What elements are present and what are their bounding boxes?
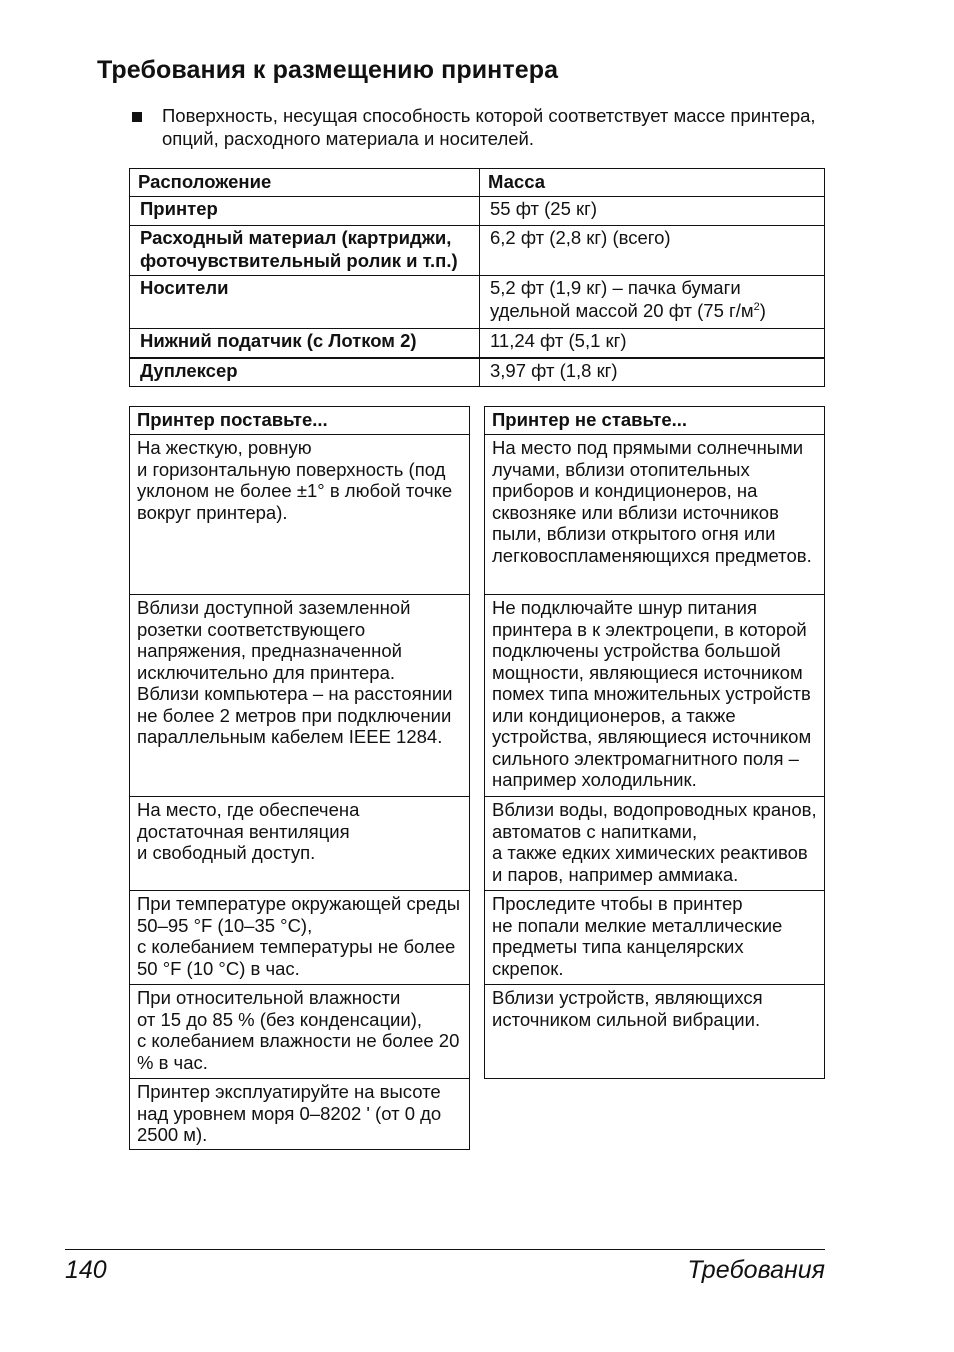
table-row <box>130 226 825 276</box>
mass-table-header <box>130 169 825 197</box>
table-row <box>130 197 825 226</box>
footer-divider <box>65 1249 825 1250</box>
footer-section-title: Требования <box>687 1256 825 1284</box>
place-header: Принтер поставьте... <box>130 407 470 435</box>
mass-text-end: ) <box>759 300 766 321</box>
place-cell: При относительной влажности от 15 до 85 % (без конденсации), с колебанием влажности не более 20 % в час. <box>130 985 470 1079</box>
avoid-cell: Не подключайте шнур питания принтера в к электроцепи, в которой подключены устройства большой мощности, являющиеся источником помех типа множительных устройств или кондиционеров, а также устройства, являющиеся источником сильного электромагнитного поля – например холодильник. <box>485 595 825 797</box>
place-printer-table <box>129 406 470 1150</box>
avoid-header: Принтер не ставьте... <box>485 407 825 435</box>
mass-cell: 11,24 фт (5,1 кг) <box>480 329 825 359</box>
page-number: 140 <box>65 1256 107 1284</box>
mass-cell: 55 фт (25 кг) <box>480 197 825 226</box>
place-cell: На место, где обеспечена достаточная вентиляция и свободный доступ. <box>130 797 470 891</box>
bullet-text: Поверхность, несущая способность которой соответствует массе принтера, опций, расходного материала и носителей. <box>162 105 816 149</box>
header-mass: Масса <box>480 169 825 197</box>
mass-text: 5,2 фт (1,9 кг) – пачка бумаги удельной массой 20 фт (75 г/м <box>490 277 754 321</box>
header-location: Расположение <box>130 169 480 197</box>
mass-cell: 3,97 фт (1,8 кг) <box>480 358 825 387</box>
location-cell: Расходный материал (картриджи, фоточувствительный ролик и т.п.) <box>130 226 480 276</box>
avoid-cell: Проследите чтобы в принтер не попали мелкие металлические предметы типа канцелярских скрепок. <box>485 891 825 985</box>
location-cell: Нижний податчик (с Лотком 2) <box>130 329 480 359</box>
unit-superscript: 2 <box>753 300 760 313</box>
avoid-cell: Вблизи устройств, являющихся источником сильной вибрации. <box>485 985 825 1079</box>
place-cell: Вблизи доступной заземленной розетки соответствующего напряжения, предназначенной исключительно для принтера. Вблизи компьютера – на расстоянии не более 2 метров при подключении параллельным кабелем IEEE 1284. <box>130 595 470 797</box>
avoid-cell: Вблизи воды, водопроводных кранов, автоматов с напитками, а также едких химических реактивов и паров, например аммиака. <box>485 797 825 891</box>
square-bullet-icon <box>132 112 142 122</box>
location-cell: Принтер <box>130 197 480 226</box>
place-cell: Принтер эксплуатируйте на высоте над уровнем моря 0–8202 ' (от 0 до 2500 м). <box>130 1079 470 1150</box>
location-cell: Дуплексер <box>130 358 480 387</box>
place-cell: При температуре окружающей среды 50–95 °F (10–35 °C), с колебанием температуры не более 50 °F (10 °C) в час. <box>130 891 470 985</box>
avoid-placement-table <box>484 406 825 1079</box>
table-row <box>130 276 825 329</box>
location-cell: Носители <box>130 276 480 329</box>
mass-table <box>129 168 825 387</box>
mass-cell: 6,2 фт (2,8 кг) (всего) <box>480 226 825 276</box>
section-heading: Требования к размещению принтера <box>97 56 559 84</box>
avoid-cell: На место под прямыми солнечными лучами, вблизи отопительных приборов и кондиционеров, на сквозняке или вблизи источников пыли, вблизи открытого огня или легковоспламеняющихся предметов. <box>485 435 825 595</box>
place-cell: На жесткую, ровную и горизонтальную поверхность (под уклоном не более ±1° в любой точке вокруг принтера). <box>130 435 470 595</box>
mass-cell <box>480 276 825 329</box>
table-row <box>130 329 825 359</box>
table-row <box>130 358 825 387</box>
